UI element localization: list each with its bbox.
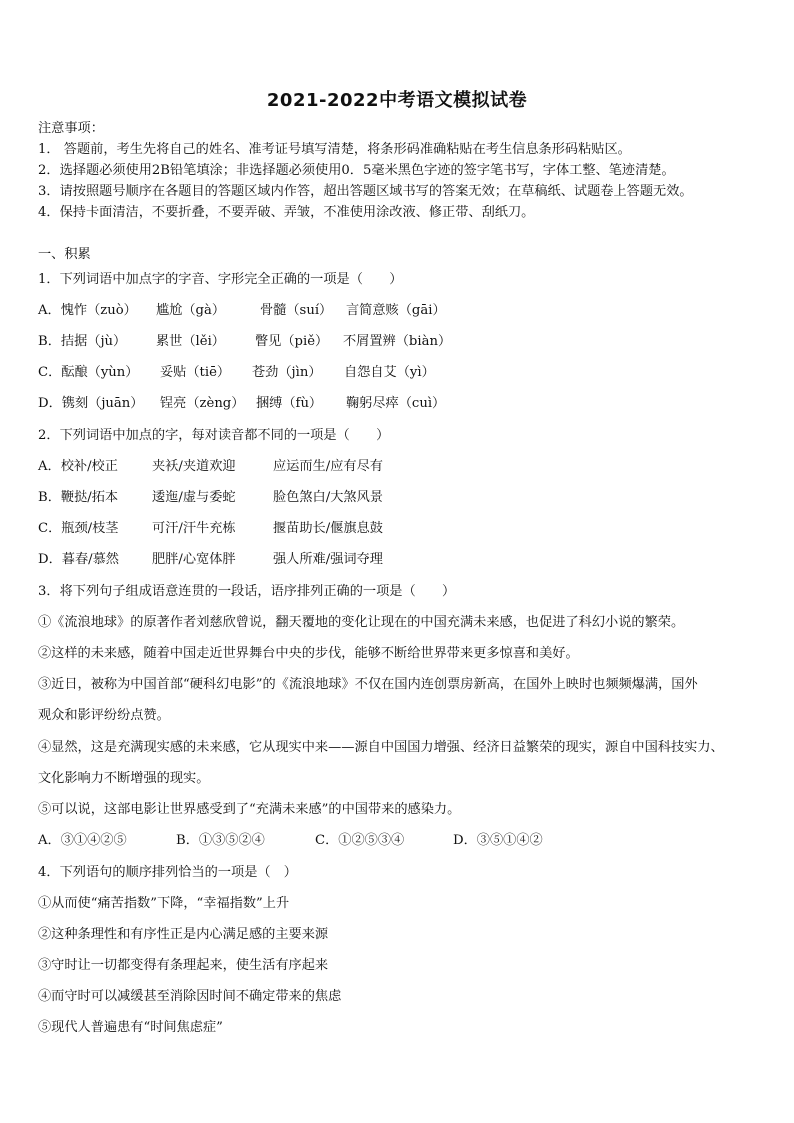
q1-a-1: A．愧怍（zuò） — [38, 303, 137, 318]
q1-d-1: D．镌刻（juān） — [38, 396, 144, 411]
q1-a-4: 言简意赅（gāi） — [346, 303, 446, 318]
q3-sentence-4-cont: 文化影响力不断增强的现实。 — [38, 771, 210, 786]
q1-a-3: 骨髓（suí） — [260, 303, 333, 318]
q2-b-1: B．鞭挞/拓本 — [38, 490, 119, 505]
q3-options — [38, 832, 543, 850]
q2-option-d — [38, 551, 383, 569]
notice-heading: 注意事项： — [38, 121, 104, 136]
q1-b-2: 累世（lěi） — [156, 334, 225, 349]
q1-option-a — [38, 302, 446, 320]
q1-d-3: 捆缚（fù） — [256, 396, 323, 411]
q1-stem: 1．下列词语中加点字的字音、字形完全正确的一项是（ ） — [38, 272, 403, 287]
q3-option-a: A．③①④②⑤ — [38, 833, 127, 848]
q3-sentence-3: ③近日，被称为中国首部“硬科幻电影”的《流浪地球》不仅在国内连创票房新高，在国外上映时也频频爆满，国外 — [38, 677, 698, 692]
notice-item-1: 1． 答题前，考生先将自己的姓名、准考证号填写清楚，将条形码准确粘贴在考生信息条形码粘贴区。 — [38, 142, 631, 157]
q1-c-1: C．酝酿（yùn） — [38, 365, 139, 380]
q1-b-4: 不屑置辨（biàn） — [343, 334, 452, 349]
q4-sentence-5: ⑤现代人普遍患有“时间焦虑症” — [38, 1020, 223, 1035]
q2-stem: 2．下列词语中加点的字，每对读音都不同的一项是（ ） — [38, 428, 390, 443]
q2-a-3: 应运而生/应有尽有 — [273, 459, 383, 474]
q3-sentence-3-cont: 观众和影评纷纷点赞。 — [38, 708, 170, 723]
notice-item-2: 2．选择题必须使用2B铅笔填涂；非选择题必须使用0．5毫米黑色字迹的签字笔书写，字体工整、笔迹清楚。 — [38, 163, 675, 178]
q3-sentence-5: ⑤可以说，这部电影让世界感受到了“充满未来感”的中国带来的感染力。 — [38, 802, 461, 817]
notice-item-3: 3．请按照题号顺序在各题目的答题区域内作答，超出答题区域书写的答案无效；在草稿纸、试题卷上答题无效。 — [38, 184, 693, 199]
q3-option-c: C．①②⑤③④ — [315, 833, 405, 848]
q2-option-b — [38, 489, 383, 507]
section-heading: 一、积累 — [38, 247, 91, 262]
q1-c-4: 自怨自艾（yì） — [344, 365, 435, 380]
q2-option-c — [38, 520, 383, 538]
q3-stem: 3．将下列句子组成语意连贯的一段话，语序排列正确的一项是（ ） — [38, 584, 456, 599]
q2-d-2: 肥胖/心宽体胖 — [152, 552, 236, 567]
q2-a-2: 夹袄/夹道欢迎 — [152, 459, 236, 474]
q2-c-1: C．瓶颈/枝茎 — [38, 521, 119, 536]
q3-sentence-4: ④显然，这是充满现实感的未来感，它从现实中来——源自中国国力增强、经济日益繁荣的现实，源自中国科技实力、 — [38, 740, 724, 755]
notice-item-4: 4．保持卡面清洁，不要折叠，不要弄破、弄皱，不准使用涂改液、修正带、刮纸刀。 — [38, 205, 535, 220]
q2-d-1: D．暮春/慕然 — [38, 552, 119, 567]
q4-sentence-2: ②这种条理性和有序性正是内心满足感的主要来源 — [38, 927, 329, 942]
q1-b-3: 瞥见（piě） — [255, 334, 329, 349]
q2-b-2: 逶迤/虚与委蛇 — [152, 490, 236, 505]
q2-d-3: 强人所难/强词夺理 — [273, 552, 383, 567]
q1-option-b — [38, 333, 451, 351]
q2-c-3: 揠苗助长/偃旗息鼓 — [273, 521, 383, 536]
q1-c-2: 妥贴（tiē） — [160, 365, 231, 380]
q4-sentence-4: ④而守时可以减缓甚至消除因时间不确定带来的焦虑 — [38, 989, 342, 1004]
q4-sentence-1: ①从而使“痛苦指数”下降，“幸福指数”上升 — [38, 896, 290, 911]
q4-sentence-3: ③守时让一切都变得有条理起来，使生活有序起来 — [38, 958, 329, 973]
q2-option-a — [38, 458, 383, 476]
q3-sentence-1: ①《流浪地球》的原著作者刘慈欣曾说，翻天覆地的变化让现在的中国充满未来感，也促进了科幻小说的繁荣。 — [38, 615, 685, 630]
q1-d-2: 锃亮（zèng） — [160, 396, 245, 411]
q3-option-d: D．③⑤①④② — [453, 833, 543, 848]
q1-option-c — [38, 364, 435, 382]
q1-b-1: B．拮据（jù） — [38, 334, 127, 349]
q1-c-3: 苍劲（jìn） — [252, 365, 322, 380]
q3-option-b: B．①③⑤②④ — [176, 833, 265, 848]
q2-a-1: A．校补/校正 — [38, 459, 118, 474]
q2-b-3: 脸色煞白/大煞风景 — [273, 490, 383, 505]
exam-title: 2021-2022中考语文模拟试卷 — [266, 90, 528, 111]
q2-c-2: 可汗/汗牛充栋 — [152, 521, 236, 536]
q4-stem: 4．下列语句的顺序排列恰当的一项是（ ） — [38, 865, 297, 880]
q1-a-2: 尴尬（gà） — [156, 303, 226, 318]
q1-option-d — [38, 395, 445, 413]
q1-d-4: 鞠躬尽瘁（cuì） — [346, 396, 446, 411]
q3-sentence-2: ②这样的未来感，随着中国走近世界舞台中央的步伐，能够不断给世界带来更多惊喜和美好。 — [38, 646, 579, 661]
